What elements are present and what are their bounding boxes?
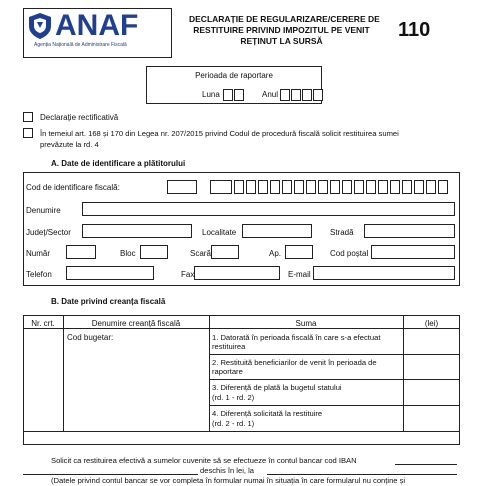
postal-code-field[interactable]: [371, 245, 455, 259]
county-label: Județ/Sector: [26, 228, 71, 237]
sum-row-4-line2: (rd. 2 - rd. 1): [212, 419, 255, 428]
fiscal-code-digits[interactable]: [210, 180, 450, 194]
apartment-field[interactable]: [285, 245, 313, 259]
month-digit-1[interactable]: [223, 89, 233, 101]
year-label: Anul: [262, 90, 279, 99]
sum-row-1-line1: 1. Datorată în perioada fiscală în care s-a efectuat: [212, 333, 381, 342]
fax-label: Fax: [181, 270, 195, 279]
logo-text: ANAF: [55, 9, 139, 42]
phone-field[interactable]: [66, 266, 154, 280]
phone-label: Telefon: [26, 270, 52, 279]
shield-icon: [27, 12, 53, 40]
sum-row-3-value[interactable]: [404, 380, 459, 405]
number-field[interactable]: [66, 245, 96, 259]
apartment-label: Ap.: [269, 249, 282, 258]
form-title-line3: REȚINUT LA SURSĂ: [240, 36, 323, 46]
street-field[interactable]: [364, 224, 455, 238]
col-nr-header: Nr. crt.: [31, 319, 55, 328]
iban-line[interactable]: [395, 464, 457, 465]
sum-row-2-value[interactable]: [404, 355, 459, 379]
year-digit-2[interactable]: [291, 89, 301, 101]
sum-row-3-line2: (rd. 1 - rd. 2): [212, 393, 255, 402]
email-field[interactable]: [313, 266, 455, 280]
budget-code-label: Cod bugetar:: [67, 333, 114, 342]
section-a-title: A. Date de identificare a plătitorului: [51, 159, 186, 168]
opened-in-lei-text: deschis în lei, la: [200, 466, 255, 475]
number-label: Număr: [26, 249, 51, 258]
legal-text-line1: În temeiul art. 168 și 170 din Legea nr. 207/2015 privind Codul de procedură fiscală solicit restituirea sumei: [40, 129, 399, 138]
agency-name: Agenția Națională de Administrare Fiscală: [34, 42, 127, 48]
locality-field[interactable]: [242, 224, 312, 238]
iban-line-cont[interactable]: [23, 474, 198, 475]
stair-label: Scară: [190, 249, 211, 258]
anaf-logo: [27, 9, 169, 42]
fiscal-code-label: Cod de identificare fiscală:: [26, 183, 120, 192]
sum-row-2-line1: 2. Restituită beneficiarilor de venit în perioada de: [212, 358, 377, 367]
bank-note-text: (Datele privind contul bancar se vor completa în formular numai în situația în care formularul nu conține și: [51, 476, 406, 485]
sum-row-4-line1: 4. Diferență solicitată la restituire: [212, 409, 323, 418]
year-digit-4[interactable]: [313, 89, 323, 101]
year-digit-1[interactable]: [280, 89, 290, 101]
form-title-line1: DECLARAȚIE DE REGULARIZARE/CERERE DE: [189, 14, 380, 24]
sum-row-4-value[interactable]: [404, 406, 459, 431]
period-label: Perioada de raportare: [195, 71, 273, 80]
col-divider-1: [63, 315, 64, 431]
rectification-label: Declarație rectificativă: [40, 113, 119, 122]
sum-row-2-line2: raportare: [212, 367, 243, 376]
sum-row-3-line1: 3. Diferență de plată la bugetul statului: [212, 383, 342, 392]
col-unit-header: (lei): [424, 319, 439, 328]
legal-text-line2: prevăzute la rd. 4: [40, 140, 99, 149]
fiscal-code-prefix[interactable]: [167, 180, 197, 194]
table-bottom-divider: [23, 431, 460, 432]
month-label: Luna: [202, 90, 220, 99]
block-field[interactable]: [140, 245, 168, 259]
col-name-header: Denumire creanță fiscală: [91, 319, 181, 328]
form-number: 110: [398, 19, 431, 41]
email-label: E-mail: [288, 270, 311, 279]
section-b-title: B. Date privind creanța fiscală: [51, 297, 166, 306]
sum-row-1-line2: restituirea: [212, 342, 246, 351]
iban-request-text: Solicit ca restituirea efectivă a sumelor cuvenite să se efectueze în contul bancar cod IBAN: [51, 456, 357, 465]
block-label: Bloc: [120, 249, 136, 258]
county-field[interactable]: [82, 224, 192, 238]
stair-field[interactable]: [211, 245, 239, 259]
sum-row-1-value[interactable]: [404, 329, 459, 354]
form-title-line2: RESTITUIRE PRIVIND IMPOZITUL PE VENIT: [193, 25, 370, 35]
postal-code-label: Cod poștal: [330, 249, 369, 258]
name-field[interactable]: [82, 202, 455, 216]
street-label: Stradă: [330, 228, 354, 237]
locality-label: Localitate: [202, 228, 237, 237]
name-label: Denumire: [26, 206, 61, 215]
month-digit-2[interactable]: [234, 89, 244, 101]
year-digit-3[interactable]: [302, 89, 312, 101]
bank-line[interactable]: [267, 474, 457, 475]
fax-field[interactable]: [194, 266, 280, 280]
restitution-checkbox[interactable]: [23, 128, 33, 138]
col-sum-header: Suma: [295, 319, 317, 328]
col-divider-2: [209, 315, 210, 431]
rectification-checkbox[interactable]: [23, 112, 33, 122]
